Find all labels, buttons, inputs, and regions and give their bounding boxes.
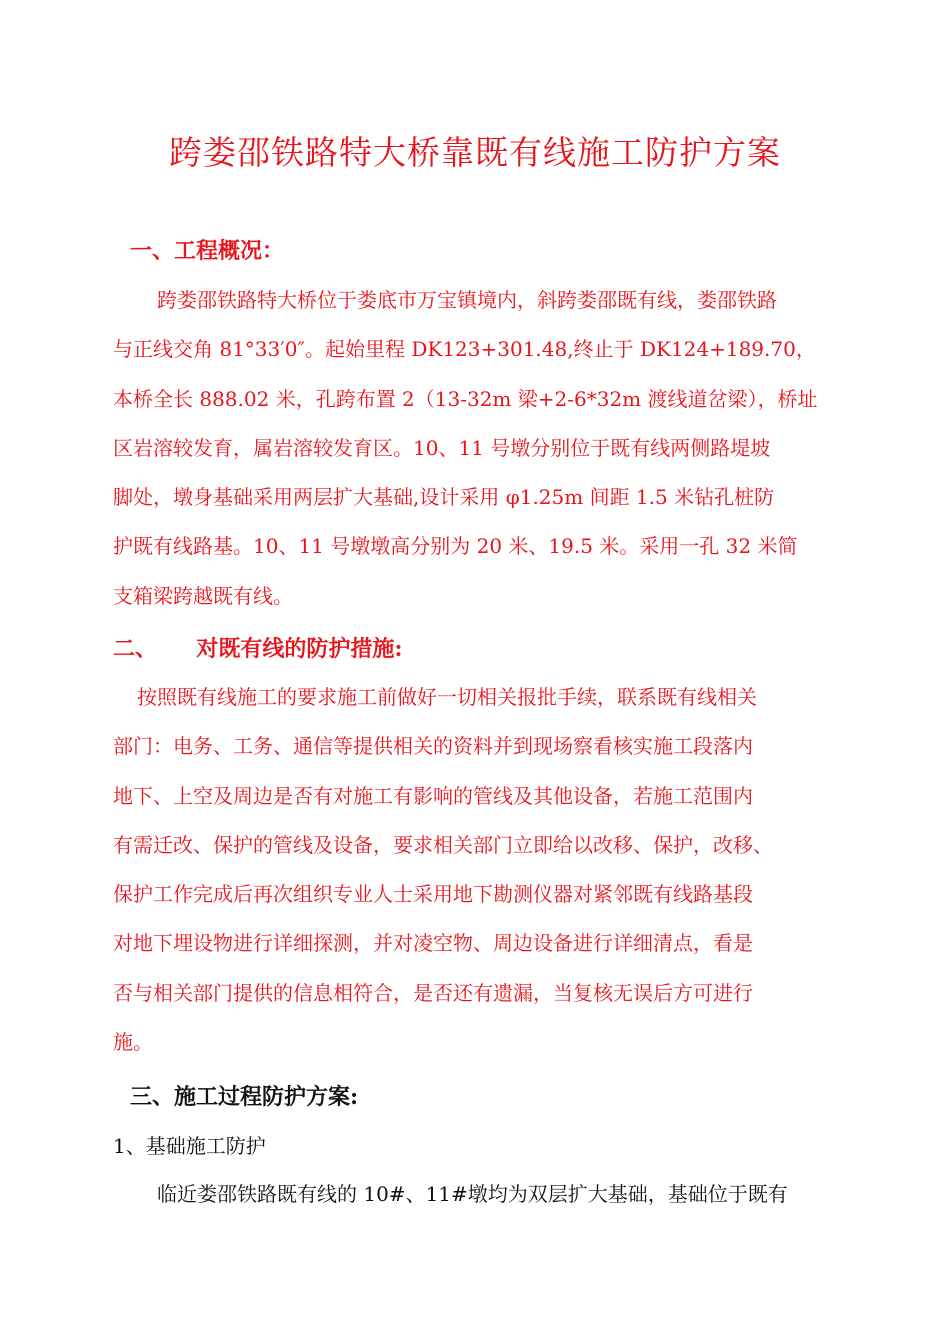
section2-paragraph bbox=[113, 673, 853, 1067]
section1-line: 本桥全长 888.02 米，孔跨布置 2（13-32m 梁+2-6*32m 渡线道岔梁），桥址 bbox=[113, 386, 818, 411]
section3-subheading: 1、基础施工防护 bbox=[113, 1134, 266, 1158]
section1-line: 跨娄邵铁路特大桥位于娄底市万宝镇境内，斜跨娄邵既有线，娄邵铁路 bbox=[157, 288, 777, 312]
document-title: 跨娄邵铁路特大桥靠既有线施工防护方案 bbox=[169, 133, 781, 172]
section3-line: 临近娄邵铁路既有线的 10#、11#墩均为双层扩大基础，基础位于既有 bbox=[157, 1182, 788, 1206]
section2-line: 地下、上空及周边是否有对施工有影响的管线及其他设备，若施工范围内 bbox=[113, 783, 753, 808]
section1-line: 区岩溶较发育，属岩溶较发育区。10、11 号墩分别位于既有线两侧路堤坡 bbox=[113, 435, 771, 460]
section2-heading bbox=[113, 634, 402, 664]
section1-heading: 一、工程概况： bbox=[130, 238, 285, 264]
section2-heading-text: 对既有线的防护措施: bbox=[196, 636, 403, 662]
section1-line: 护既有线路基。10、11 号墩墩高分别为 20 米、19.5 米。采用一孔 32 米简 bbox=[113, 534, 798, 559]
section2-line: 部门：电务、工务、通信等提供相关的资料并到现场察看核实施工段落内 bbox=[113, 734, 753, 759]
section2-line: 保护工作完成后再次组织专业人士采用地下勘测仪器对紧邻既有线路基段 bbox=[113, 882, 753, 907]
section1-line: 脚处，墩身基础采用两层扩大基础,设计采用 φ1.25m 间距 1.5 米钻孔桩防 bbox=[113, 485, 775, 510]
section2-line: 否与相关部门提供的信息相符合，是否还有遗漏，当复核无误后方可进行 bbox=[113, 980, 753, 1005]
section1-paragraph bbox=[113, 276, 853, 621]
section2-heading-number: 二、 bbox=[113, 636, 158, 662]
section3-paragraph bbox=[113, 1170, 853, 1219]
section2-line: 有需迁改、保护的管线及设备，要求相关部门立即给以改移、保护，改移、 bbox=[113, 832, 773, 857]
section1-line: 与正线交角 81°33′0″。起始里程 DK123+301.48,终止于 DK124+189.70， bbox=[113, 337, 816, 362]
section2-line: 按照既有线施工的要求施工前做好一切相关报批手续，联系既有线相关 bbox=[137, 685, 757, 709]
section1-line: 支箱梁跨越既有线。 bbox=[113, 583, 293, 608]
section2-line: 对地下埋设物进行详细探测，并对凌空物、周边设备进行详细清点，看是 bbox=[113, 931, 753, 956]
section2-line: 施。 bbox=[113, 1030, 153, 1055]
section3-heading: 三、施工过程防护方案: bbox=[130, 1084, 359, 1110]
